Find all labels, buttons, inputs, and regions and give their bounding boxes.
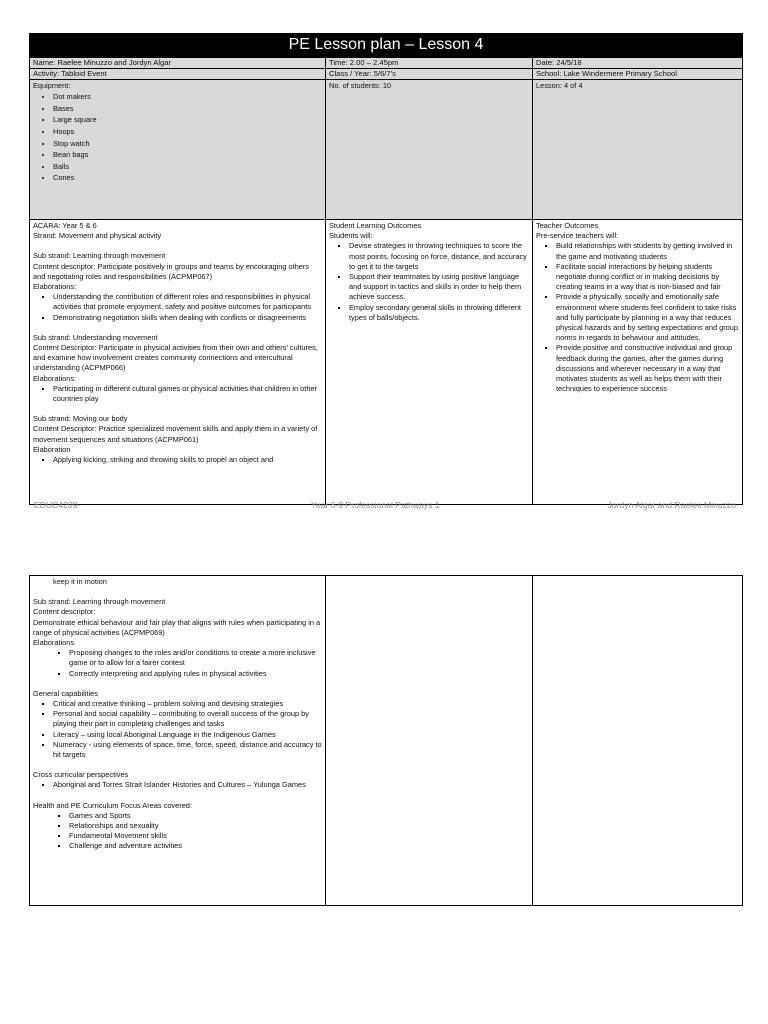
acara-cell-continued bbox=[30, 576, 326, 906]
list-item: • Large square bbox=[53, 114, 322, 126]
list-item: • Bean bags bbox=[53, 149, 322, 161]
list-item: • Balls bbox=[53, 161, 322, 173]
sub-strand-title: Sub strand: Learning through movement bbox=[33, 251, 166, 261]
acara-year: ACARA: Year 5 & 6 bbox=[33, 221, 97, 230]
list-item: ▪ Provide a physically, socially and emotionally safe environment where students feel confident to take risks and fully participate by planning in a way that reduces physical hazards and by setting expectations and group norms in regards to behaviour and attitudes. bbox=[556, 292, 739, 343]
list-item: ▪ Literacy – using local Aboriginal Language in the Indigenous Games bbox=[53, 730, 322, 740]
student-outcomes-title: Student Learning Outcomes bbox=[329, 221, 422, 230]
teacher-outcomes-title: Teacher Outcomes bbox=[536, 221, 599, 230]
footer-authors: Jordyn Algar and Raelee Minuzzo bbox=[607, 500, 736, 510]
list-item: • Dot makers bbox=[53, 91, 322, 103]
list-item: keep it in motion bbox=[53, 577, 107, 586]
list-item: • Stop watch bbox=[53, 138, 322, 150]
lesson-number: Lesson: 4 of 4 bbox=[533, 80, 743, 220]
list-item: ▪ Employ secondary general skills in throwing different types of balls/objects. bbox=[349, 303, 529, 323]
elaborations-label: Elaborations: bbox=[33, 373, 77, 383]
equipment-cell bbox=[30, 80, 326, 220]
cross-curricular-title: Cross curricular perspectives bbox=[33, 770, 129, 780]
list-item: ▪ Provide positive and constructive individual and group feedback during the games, after the games during discussions and wherever necessary in a way that motivates students as well as helps them with their techniques to experience success bbox=[556, 343, 739, 394]
continued-list bbox=[33, 577, 322, 587]
list-item: • Cones bbox=[53, 172, 322, 184]
empty-cell bbox=[326, 576, 533, 906]
general-capabilities-list bbox=[33, 699, 322, 760]
list-item: ▪ Fundamental Movement skills bbox=[69, 831, 322, 841]
list-item: ▪ Games and Sports bbox=[69, 811, 322, 821]
content-descriptor: Demonstrate ethical behaviour and fair play that aligns with rules when participating in a range of physical activities (ACPMP069) bbox=[33, 617, 321, 637]
focus-areas-title: Health and PE Curriculum Focus Areas covered: bbox=[33, 800, 192, 810]
content-descriptor: Content descriptor: Participate positively in groups and teams by encouraging others and negotiating roles and responsibilities (ACPMP067) bbox=[33, 261, 310, 281]
list-item: • Hoops bbox=[53, 126, 322, 138]
elaborations-list bbox=[33, 292, 322, 323]
list-item: ▪ Critical and creative thinking – problem solving and devising strategies bbox=[53, 699, 322, 709]
sub-strand-title: Sub strand: Understanding movement bbox=[33, 332, 158, 342]
acara-strand: Strand: Movement and physical activity bbox=[33, 231, 162, 241]
page-footer bbox=[34, 500, 736, 512]
list-item: ▪ Facilitate social interactions by helping students negotiate during conflict or in making decisions by creating teams in a way that is non-biased and fair bbox=[556, 262, 739, 293]
elaborations-label: Elaboration bbox=[33, 444, 71, 454]
list-item: ▪ Aboriginal and Torres Strait Islander Histories and Cultures – Yulunga Games bbox=[53, 780, 322, 790]
content-descriptor: Content Descriptor: Participate in physical activities from their own and others’ cultures, and examine how involvement creates community connections and intercultural understanding (ACPMP066) bbox=[33, 343, 318, 373]
elaborations-label: Elaborations: bbox=[33, 282, 77, 292]
list-item: ▪ Personal and social capability – contributing to overall success of the group by playing their part in completing challenges and tasks bbox=[53, 709, 322, 729]
student-outcomes-list bbox=[329, 241, 529, 323]
teacher-outcomes-cell bbox=[533, 220, 743, 505]
list-item: ▪ Devise strategies in throwing techniques to score the most points, focusing on force, distance, and accuracy to get it to the targets bbox=[349, 241, 529, 272]
elaborations-list bbox=[33, 648, 322, 679]
elaborations-list bbox=[33, 455, 322, 465]
students-count: No. of students: 10 bbox=[326, 80, 533, 220]
list-item: ▪ Understanding the contribution of different roles and responsibilities in physical activities that promote enjoyment, safety and positive outcomes for participants bbox=[53, 292, 322, 312]
list-item: ▪ Challenge and adventure activities bbox=[69, 841, 322, 851]
general-capabilities-title: General capabilities bbox=[33, 688, 98, 698]
teacher-outcomes-intro: Pre-service teachers will: bbox=[536, 231, 619, 241]
list-item: ▪ Proposing changes to the roles and/or conditions to create a more inclusive game or to allow for a fairer contest bbox=[69, 648, 322, 668]
lesson-plan-page-2 bbox=[29, 575, 742, 906]
list-item: ▪ Correctly interpreting and applying rules in physical activities bbox=[69, 669, 322, 679]
cross-curricular-list bbox=[33, 780, 322, 790]
content-descriptor: Content Descriptor: Practice specialized movement skills and apply them in a variety of movement sequences and situations (ACPMP061) bbox=[33, 424, 318, 444]
name-field: Name: Raelee Minuzzo and Jordyn Algar bbox=[30, 58, 326, 69]
list-item: ▪ Build relationships with students by getting involved in the game and motivating students bbox=[556, 241, 739, 261]
equipment-list bbox=[33, 91, 322, 184]
lesson-plan-table-continued bbox=[29, 575, 743, 906]
page-title: PE Lesson plan – Lesson 4 bbox=[30, 34, 743, 58]
list-item: ▪ Applying kicking, striking and throwing skills to propel an object and bbox=[53, 455, 322, 465]
equipment-label: Equipment: bbox=[33, 81, 71, 90]
content-descriptor-label: Content descriptor: bbox=[33, 607, 96, 617]
list-item: ▪ Relationships and sexuality bbox=[69, 821, 322, 831]
elaborations-label: Elaborations bbox=[33, 638, 75, 648]
date-field: Date: 24/5/18 bbox=[533, 58, 743, 69]
list-item: ▪ Support their teammates by using positive language and support in tactics and skills in order to help them achieve success. bbox=[349, 272, 529, 303]
list-item: ▪ Demonstrating negotiation skills when dealing with conflicts or disagreements bbox=[53, 313, 322, 323]
sub-strand-title: Sub strand: Moving our body bbox=[33, 414, 128, 424]
elaborations-list bbox=[33, 384, 322, 404]
school-field: School: Lake Windermere Primary School bbox=[533, 69, 743, 80]
time-field: Time: 2.00 – 2.45pm bbox=[326, 58, 533, 69]
student-outcomes-cell bbox=[326, 220, 533, 505]
sub-strand-title: Sub strand: Learning through movement bbox=[33, 597, 166, 607]
focus-areas-list bbox=[33, 811, 322, 852]
empty-cell bbox=[533, 576, 743, 906]
footer-course-code: EDUC4209 bbox=[34, 500, 78, 510]
acara-cell bbox=[30, 220, 326, 505]
lesson-plan-page-1 bbox=[29, 33, 742, 505]
list-item: ▪ Numeracy - using elements of space, time, force, speed, distance and accuracy to hit targets bbox=[53, 740, 322, 760]
list-item: ▪ Participating in different cultural games or physical activities that children in other countries play bbox=[53, 384, 322, 404]
student-outcomes-intro: Students will: bbox=[329, 231, 373, 241]
lesson-plan-table bbox=[29, 33, 743, 505]
activity-field: Activity: Tabloid Event bbox=[30, 69, 326, 80]
footer-course-title: Year 6-9 Professional Pathways 1 bbox=[311, 500, 440, 510]
class-year-field: Class / Year: 5/6/7’s bbox=[326, 69, 533, 80]
teacher-outcomes-list bbox=[536, 241, 739, 394]
list-item: • Bases bbox=[53, 103, 322, 115]
